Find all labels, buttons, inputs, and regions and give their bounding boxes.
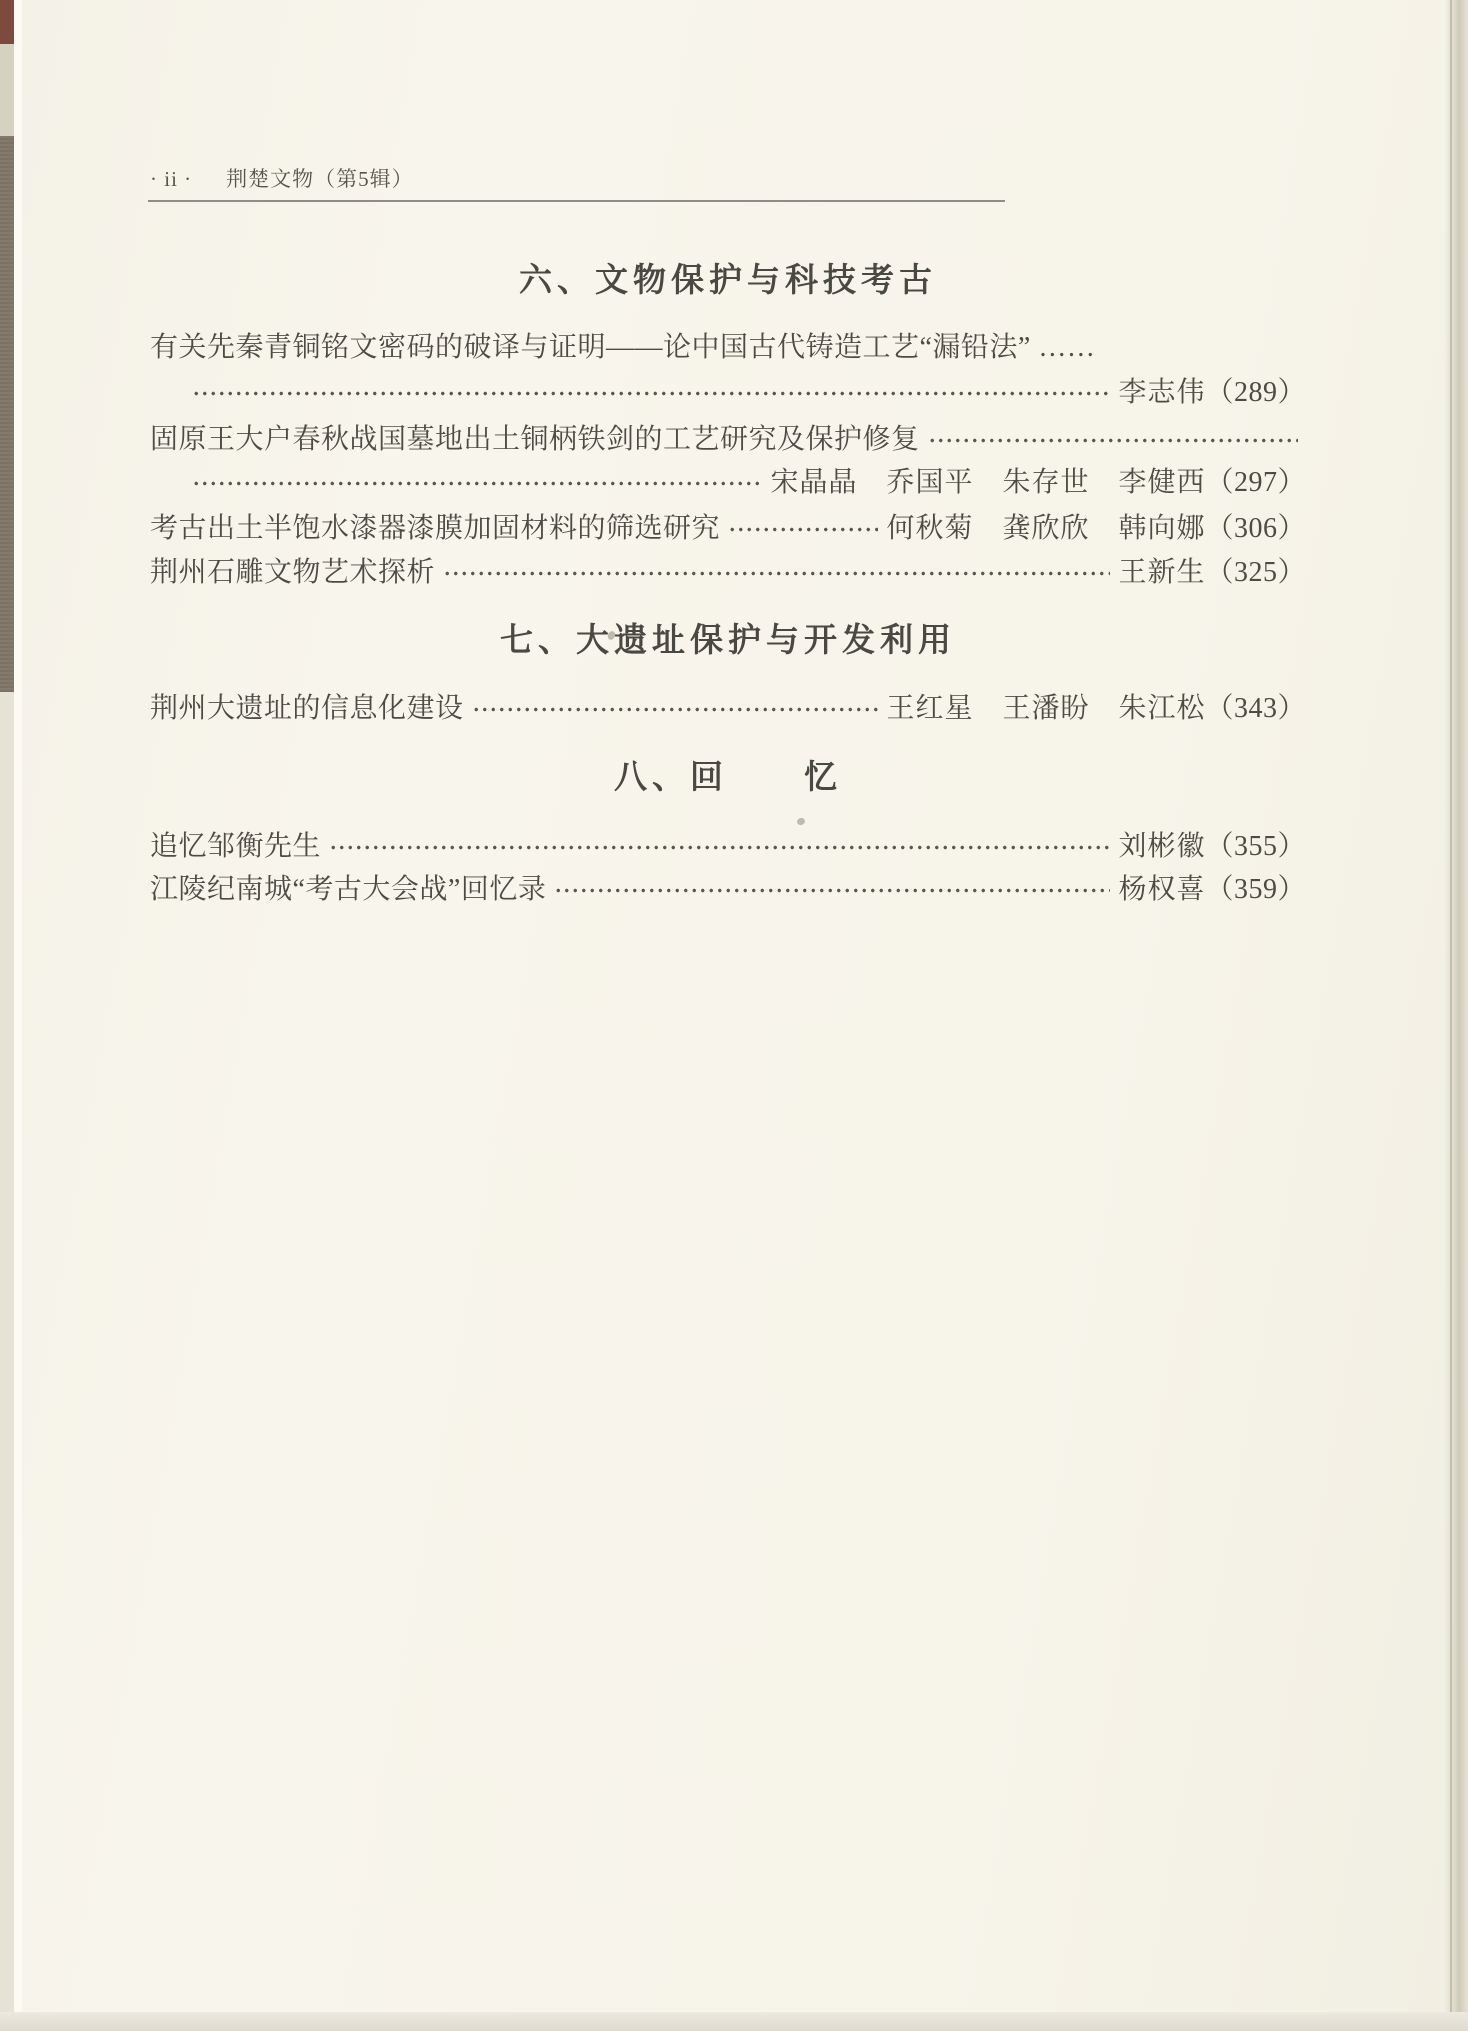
entry-authors: 王新生 <box>1118 557 1206 588</box>
spine-strip-bottom <box>0 692 14 2031</box>
page-edge-right <box>1444 0 1468 2031</box>
entry-title: 有关先秦青铜铭文密码的破译与证明——论中国古代铸造工艺“漏铅法” …… <box>150 332 1096 363</box>
section-heading-7: 七、大遗址保护与开发利用 <box>500 621 956 658</box>
entry-page-number: （289） <box>1205 377 1306 408</box>
spine-strip-top <box>0 44 14 136</box>
spine-strip <box>0 136 14 692</box>
entry-page-number: （355） <box>1205 831 1306 862</box>
entry-authors: 宋晶晶 乔国平 朱存世 李健西 <box>770 467 1206 498</box>
page-number: · ii · <box>150 167 193 191</box>
dot-leader <box>470 686 879 726</box>
toc-entry-title-row <box>150 325 1306 365</box>
dot-leader <box>926 417 1298 457</box>
entry-title: 江陵纪南城“考古大会战”回忆录 <box>150 874 547 905</box>
entry-title: 考古出土半饱水漆器漆膜加固材料的筛选研究 <box>150 513 721 544</box>
entry-title: 荆州石雕文物艺术探析 <box>150 557 436 588</box>
toc-entry-row <box>150 824 1306 864</box>
dot-leader <box>327 824 1110 864</box>
dot-leader <box>441 550 1110 590</box>
dot-leader <box>726 506 878 546</box>
entry-page-number: （359） <box>1205 874 1306 905</box>
entry-title: 固原王大户春秋战国墓地出土铜柄铁剑的工艺研究及保护修复 <box>150 424 920 455</box>
entry-page-number: （325） <box>1205 557 1306 588</box>
toc-entry-row <box>150 867 1306 907</box>
page-edge-right-line <box>1450 0 1452 2031</box>
page-edge-bottom <box>0 2012 1468 2031</box>
entry-authors: 杨权喜 <box>1118 874 1206 905</box>
entry-page-number: （306） <box>1205 513 1306 544</box>
dot-leader <box>190 370 1110 410</box>
entry-authors: 李志伟 <box>1118 377 1206 408</box>
running-header <box>150 163 414 193</box>
entry-title: 追忆邹衡先生 <box>150 831 322 862</box>
section-heading-6: 六、文物保护与科技考古 <box>519 261 937 298</box>
entry-authors: 王红星 王潘盼 朱江松 <box>886 693 1206 724</box>
section-heading-8: 八、回 忆 <box>614 758 842 795</box>
header-rule <box>148 200 1005 202</box>
toc-entry-continuation-row <box>150 460 1306 500</box>
page-gutter-highlight <box>14 0 22 2031</box>
dot-leader <box>552 867 1110 907</box>
entry-page-number: （297） <box>1205 467 1306 498</box>
entry-authors: 刘彬徽 <box>1118 831 1206 862</box>
entry-title: 荆州大遗址的信息化建设 <box>150 693 464 724</box>
toc-entry-continuation-row <box>150 370 1306 410</box>
toc-entry-title-row <box>150 417 1306 457</box>
toc-entry-row <box>150 506 1306 546</box>
book-title: 荆楚文物（第5辑） <box>226 167 414 191</box>
entry-page-number: （343） <box>1205 693 1306 724</box>
toc-entry-row <box>150 550 1306 590</box>
dot-leader <box>190 460 762 500</box>
toc-entry-row <box>150 686 1306 726</box>
red-corner-mark <box>0 0 14 44</box>
entry-authors: 何秋菊 龚欣欣 韩向娜 <box>886 513 1206 544</box>
